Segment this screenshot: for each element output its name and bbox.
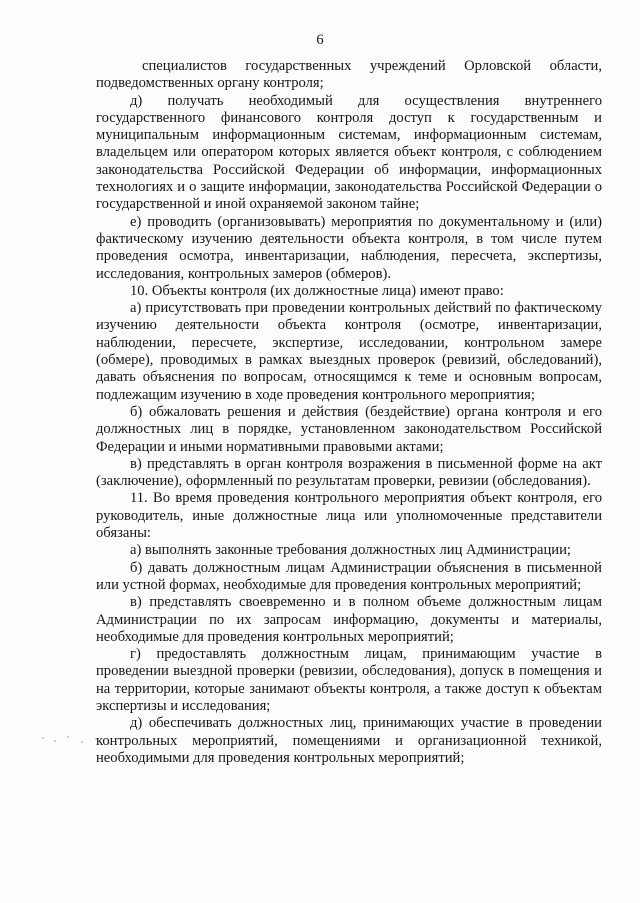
paragraph-10-item-a: а) присутствовать при проведении контрольных действий по фактическому изучению деятельности объекта контроля (осмотре, инвентаризации, наблюдении, пересчете, экспертизе, исследовании, контрольном замере (обмере), проводимых в рамках выездных проверок (ревизий, обследований), давать объяснения по вопросам, относящимся к теме и основным вопросам, подлежащим изучению в ходе проведения контрольного мероприятия; [96, 300, 602, 403]
paragraph-continuation: специалистов государственных учреждений Орловской области, подведомственных органу контроля; [96, 58, 602, 92]
paragraph-section-10: 10. Объекты контроля (их должностные лица) имеют право: [130, 282, 504, 299]
paragraph-section-11: 11. Во время проведения контрольного мероприятия объект контроля, его руководитель, иные должностные лица или уполномоченные представители обязаны: [96, 490, 602, 542]
paragraph-11-item-v: в) представлять своевременно и в полном объеме должностным лицам Администрации по их запросам информацию, документы и материалы, необходимые для проведения контрольных мероприятий; [96, 594, 602, 645]
paragraph-11-item-a: а) выполнять законные требования должностных лиц Администрации; [130, 542, 571, 559]
paragraph-11-item-d: д) обеспечивать должностных лиц, принимающих участие в проведении контрольных мероприятий, помещениями и организационной техникой, необходимыми для проведения контрольных мероприятий; [96, 715, 602, 766]
document-body [96, 58, 602, 767]
page-number: 6 [316, 32, 324, 48]
paragraph-10-item-b: б) обжаловать решения и действия (бездействие) органа контроля и его должностных лиц в порядке, установленном законодательством Российской Федерации и иными нормативными правовыми актами; [96, 403, 602, 455]
paragraph-item-d-access: д) получать необходимый для осуществления внутреннего государственного финансового контроля доступ к государственным и муниципальным информационным системам, информационным системам, владельцем или оператором которых является объект контроля, с соблюдением законодательства Российской Федерации об информации, информационных технологиях и о защите информации, законодательства Российской Федерации о государственной и иной охраняемой законом тайне; [96, 92, 602, 213]
paragraph-11-item-b: б) давать должностным лицам Администрации объяснения в письменной или устной формах, необходимые для проведения контрольных мероприятий; [96, 559, 602, 593]
scan-noise [40, 734, 120, 744]
paragraph-10-item-v: в) представлять в орган контроля возражения в письменной форме на акт (заключение), оформленный по результатам проверки, ревизии (обследования). [96, 455, 602, 490]
paragraph-11-item-g: г) предоставлять должностным лицам, принимающим участие в проведении выездной проверки (ревизии, обследования), допуск в помещения и на территории, которые занимают объекты контроля, а также доступ к объектам экспертизы и исследования; [96, 646, 602, 714]
paragraph-item-e-inspection: е) проводить (организовывать) мероприятия по документальному и (или) фактическому изучению деятельности объекта контроля, в том числе путем проведения осмотра, инвентаризации, наблюдения, пересчета, экспертизы, исследования, контрольных замеров (обмеров). [96, 213, 602, 282]
